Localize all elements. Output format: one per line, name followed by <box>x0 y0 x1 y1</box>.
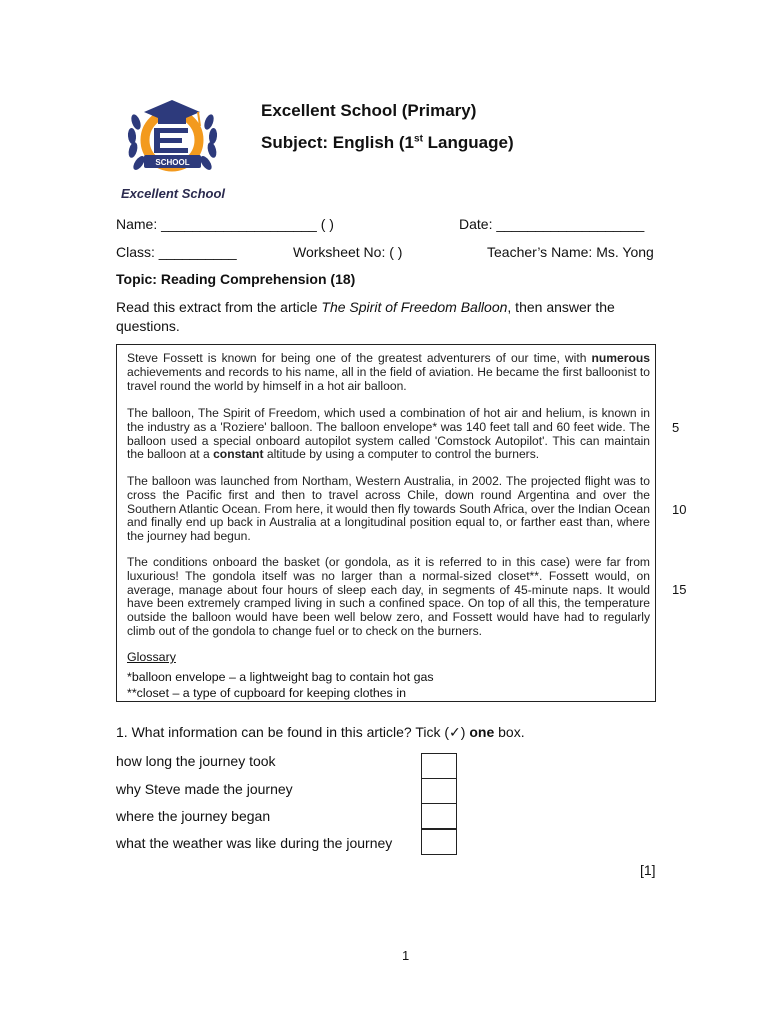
answer-checkbox[interactable] <box>421 829 457 855</box>
marks-allocation: [1] <box>640 862 656 878</box>
date-field[interactable]: Date: ___________________ <box>459 216 645 232</box>
logo-caption: Excellent School <box>121 186 226 201</box>
page-number: 1 <box>402 948 410 963</box>
subject-title: Subject: English (1st Language) <box>261 133 514 152</box>
line-number: 5 <box>672 420 680 435</box>
question-1: 1. What information can be found in this article? Tick (✓) one box. <box>116 724 525 740</box>
teacher-name: Teacher’s Name: Ms. Yong <box>487 244 654 260</box>
answer-checkbox[interactable] <box>421 753 457 779</box>
instruction-text: Read this extract from the article The Spirit of Freedom Balloon, then answer the questions. <box>116 299 615 334</box>
answer-option: how long the journey took <box>116 753 276 769</box>
answer-checkbox[interactable] <box>421 778 457 804</box>
school-title: Excellent School (Primary) <box>261 101 477 120</box>
line-number: 15 <box>672 582 687 597</box>
svg-text:SCHOOL: SCHOOL <box>155 158 190 167</box>
name-field[interactable]: Name: ____________________ ( ) <box>116 216 334 232</box>
worksheet-field[interactable]: Worksheet No: ( ) <box>293 244 403 260</box>
glossary-item: *balloon envelope – a lightweight bag to contain hot gas <box>127 670 434 684</box>
passage-paragraph-1: Steve Fossett is known for being one of the greatest adventurers of our time, with numerous achievements and records to his name, all in the field of aviation. He became the first balloonist to travel round the world by himself in a hot air balloon. <box>127 351 651 393</box>
answer-option: where the journey began <box>116 808 271 824</box>
answer-option: why Steve made the journey <box>116 781 293 797</box>
glossary-item: **closet – a type of cupboard for keeping clothes in <box>127 686 406 700</box>
tick-symbol: ✓ <box>449 724 461 740</box>
answer-checkbox[interactable] <box>421 803 457 829</box>
passage-box <box>116 344 656 702</box>
glossary-heading: Glossary <box>127 650 176 664</box>
passage-paragraph-4: The conditions onboard the basket (or gondola, as it is referred to in this case) were far from luxurious! The gondola itself was no larger than a normal-sized closet**. Fossett would, on average, manage about four hours of sleep each day, in segments of 45-minute naps. It would have been extremely cramped living in such a confined space. On top of all this, the temperature outside the balloon would have been well below zero, and Fossett would have had to regularly climb out of the gondola to change fuel or to check on the burners. <box>127 555 650 638</box>
line-number: 10 <box>672 502 687 517</box>
topic-heading: Topic: Reading Comprehension (18) <box>116 271 356 287</box>
passage-paragraph-3: The balloon was launched from Northam, Western Australia, in 2002. The projected flight was to cross the Pacific first and then to travel across Chile, down round Argentina and over the Southern Atlantic Ocean. From here, it would then fly towards South Africa, over the Indian Ocean and finally end up back in Australia at a longitudinal position equal to, or farther east than, where the journey had begun. <box>127 474 651 544</box>
answer-option: what the weather was like during the journey <box>116 835 393 851</box>
class-field[interactable]: Class: __________ <box>116 244 237 260</box>
passage-paragraph-2: The balloon, The Spirit of Freedom, which used a combination of hot air and helium, is known in the industry as a 'Roziere' balloon. The balloon envelope* was 140 feet tall and 60 feet wide. The balloon used a special onboard autopilot system called 'Comstock Autopilot'. This can maintain the balloon at a constant altitude by using a computer to control the burners. <box>127 406 650 462</box>
